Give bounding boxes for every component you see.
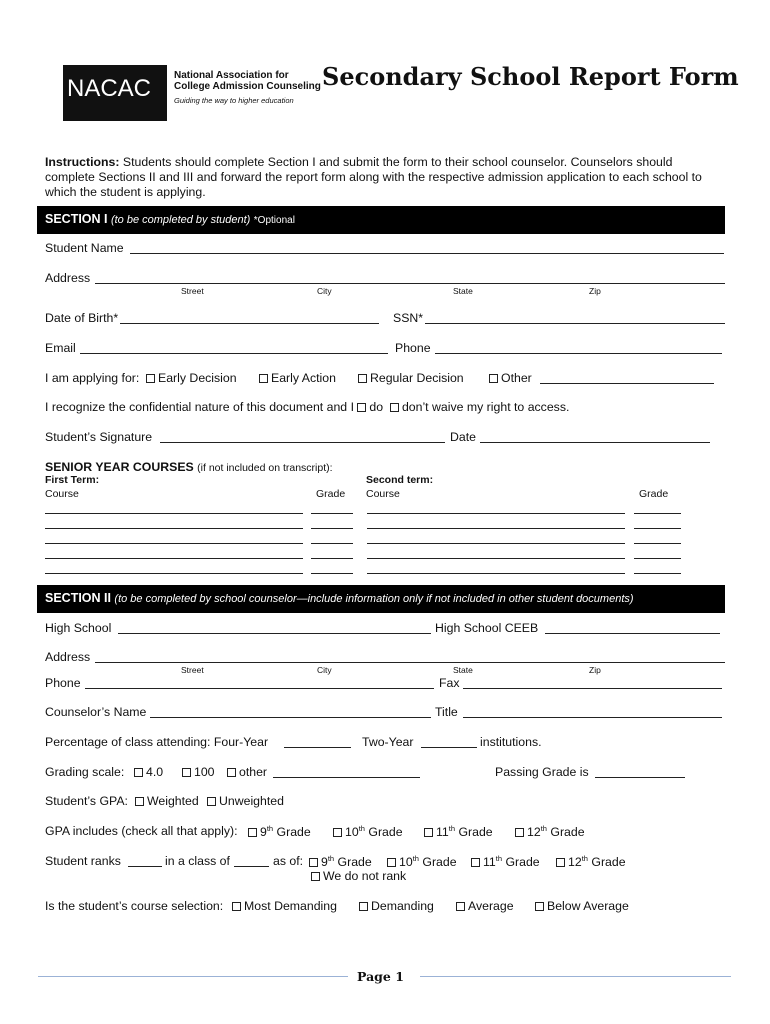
rank-field[interactable] (128, 866, 162, 867)
below-average-option[interactable] (535, 899, 629, 913)
gpa-grade-11-word: Grade (458, 825, 493, 839)
gpa-grade-11-option[interactable] (424, 824, 493, 839)
course-entry-field[interactable] (45, 573, 303, 574)
logo-text: NACAC (67, 75, 152, 102)
course-entry-field[interactable] (367, 543, 625, 544)
school-phone-label: Phone (45, 676, 81, 690)
course-entry-field[interactable] (634, 528, 681, 529)
demanding-checkbox[interactable] (359, 902, 368, 911)
form-title: Secondary School Report Form (322, 62, 739, 91)
org-tagline: Guiding the way to higher education (174, 96, 294, 105)
weighted-label: Weighted (147, 794, 199, 808)
optional-note: *Optional (253, 215, 295, 226)
course-entry-field[interactable] (367, 558, 625, 559)
nacac-logo (63, 65, 167, 121)
course-entry-field[interactable] (634, 573, 681, 574)
signature-label: Student’s Signature (45, 430, 153, 444)
student-name-field[interactable] (130, 253, 724, 254)
gpa-grade-9-number: 9 (260, 825, 267, 839)
senior-courses-note: (if not included on transcript): (197, 462, 333, 474)
course-entry-field[interactable] (45, 558, 303, 559)
gpa-grade-12-option[interactable] (515, 824, 585, 839)
unweighted-checkbox[interactable] (207, 797, 216, 806)
regular-decision-checkbox[interactable] (358, 374, 367, 383)
other-field[interactable] (540, 383, 714, 384)
city-caption: City (317, 286, 332, 296)
course-entry-field[interactable] (45, 513, 303, 514)
early-action-option[interactable] (259, 371, 336, 385)
scale-other-field[interactable] (273, 777, 420, 778)
org-line-1: National Association for (174, 70, 289, 81)
org-name (174, 70, 321, 92)
rank-grade-12-suffix: th (581, 854, 588, 863)
rank-grade-10-option[interactable] (387, 854, 457, 869)
section-1-subtitle: (to be completed by student) (110, 214, 251, 226)
org-line-2: College Admission Counseling (174, 81, 321, 92)
waiver-dont-checkbox[interactable] (390, 403, 399, 412)
other-option[interactable] (489, 371, 532, 385)
waiver-text-a: I recognize the confidential nature of this document and I (45, 400, 354, 414)
scale-4-label: 4.0 (146, 765, 164, 779)
section-2-header (37, 585, 725, 613)
section-1-heading: SECTION I (45, 212, 108, 226)
no-rank-option[interactable] (311, 869, 406, 883)
scale-4-checkbox[interactable] (134, 768, 143, 777)
gpa-grade-9-suffix: th (266, 824, 274, 833)
ssn-field[interactable] (425, 323, 725, 324)
grading-scale-label: Grading scale: (45, 765, 125, 779)
gpa-includes-label: GPA includes (check all that apply): (45, 824, 238, 838)
rank-grade-12-option[interactable] (556, 854, 626, 869)
demanding-option[interactable] (359, 899, 434, 913)
below-average-checkbox[interactable] (535, 902, 544, 911)
regular-decision-option[interactable] (358, 371, 464, 385)
class-size-field[interactable] (234, 866, 269, 867)
two-year-field[interactable] (421, 747, 477, 748)
other-checkbox[interactable] (489, 374, 498, 383)
weighted-option[interactable] (135, 794, 199, 808)
course-entry-field[interactable] (367, 513, 625, 514)
school-address-label: Address (45, 650, 91, 664)
high-school-field[interactable] (118, 633, 431, 634)
early-decision-checkbox[interactable] (146, 374, 155, 383)
state-caption: State (453, 286, 473, 296)
school-state-caption: State (453, 665, 473, 675)
second-grade-header: Grade (639, 488, 669, 500)
scale-100-checkbox[interactable] (182, 768, 191, 777)
fax-label: Fax (439, 676, 460, 690)
first-term-label: First Term: (45, 474, 100, 486)
early-decision-label: Early Decision (158, 371, 237, 385)
scale-other-label: other (239, 765, 268, 779)
gpa-grade-11-checkbox[interactable] (424, 828, 433, 837)
gpa-grade-10-suffix: th (358, 824, 365, 833)
scale-100-label: 100 (194, 765, 215, 779)
school-phone-field[interactable] (85, 688, 434, 689)
demanding-label: Demanding (371, 899, 434, 913)
gpa-grade-10-checkbox[interactable] (333, 828, 342, 837)
address-field[interactable] (95, 283, 725, 284)
most-demanding-option[interactable] (232, 899, 337, 913)
rank-grade-9-word: Grade (337, 855, 372, 869)
first-course-header: Course (45, 488, 79, 500)
scale-4-option[interactable] (134, 765, 163, 779)
rank-grade-10-checkbox[interactable] (387, 858, 396, 867)
first-grade-header: Grade (316, 488, 346, 500)
rank-grade-9-suffix: th (327, 854, 335, 863)
course-entry-field[interactable] (311, 513, 353, 514)
dob-label: Date of Birth* (45, 311, 119, 325)
gpa-grade-12-word: Grade (550, 825, 585, 839)
gpa-grade-10-option[interactable] (333, 824, 403, 839)
school-zip-caption: Zip (589, 665, 601, 675)
footer-rule-right (420, 976, 731, 977)
waiver-dont-label: don’t waive my right to access. (401, 400, 570, 414)
instructions-line-1: Students should complete Section I and submit the form to their school counselor. Counselors should (119, 155, 673, 169)
rank-grade-10-word: Grade (422, 855, 457, 869)
institutions-label: institutions. (480, 735, 542, 749)
weighted-checkbox[interactable] (135, 797, 144, 806)
course-entry-field[interactable] (311, 573, 353, 574)
scale-other-checkbox[interactable] (227, 768, 236, 777)
as-of-label: as of: (273, 854, 304, 868)
senior-courses-heading (45, 460, 333, 474)
counselor-name-label: Counselor’s Name (45, 705, 147, 719)
waiver-statement (45, 400, 569, 414)
section-2-subtitle: (to be completed by school counselor—include information only if not included in other student documents) (114, 593, 634, 605)
ceeb-field[interactable] (545, 633, 720, 634)
instructions (45, 155, 702, 200)
section-2-heading: SECTION II (45, 591, 111, 605)
rank-grade-10-number: 10 (399, 855, 413, 869)
course-entry-field[interactable] (634, 543, 681, 544)
email-field[interactable] (80, 353, 388, 354)
rank-grade-10-suffix: th (412, 854, 419, 863)
second-term-label: Second term: (366, 474, 434, 486)
date-field[interactable] (480, 442, 710, 443)
course-entry-field[interactable] (45, 528, 303, 529)
four-year-field[interactable] (284, 747, 351, 748)
no-rank-label: We do not rank (323, 869, 407, 883)
gpa-grade-12-suffix: th (540, 824, 547, 833)
counselor-title-field[interactable] (463, 717, 722, 718)
ssn-label: SSN* (393, 311, 424, 325)
ceeb-label: High School CEEB (435, 621, 539, 635)
scale-100-option[interactable] (182, 765, 215, 779)
phone-field[interactable] (435, 353, 722, 354)
second-course-header: Course (366, 488, 400, 500)
course-entry-field[interactable] (367, 528, 625, 529)
school-address-field[interactable] (95, 662, 725, 663)
gpa-grade-10-word: Grade (368, 825, 403, 839)
rank-grade-12-number: 12 (568, 855, 582, 869)
course-entry-field[interactable] (311, 528, 353, 529)
senior-courses-title: SENIOR YEAR COURSES (45, 460, 194, 474)
gpa-grade-11-number: 11 (436, 825, 449, 839)
course-entry-field[interactable] (311, 558, 353, 559)
average-label: Average (468, 899, 514, 913)
rank-grade-12-word: Grade (591, 855, 626, 869)
dob-field[interactable] (120, 323, 379, 324)
gpa-grade-9-word: Grade (276, 825, 311, 839)
page-number: Page 1 (357, 969, 404, 984)
zip-caption: Zip (589, 286, 601, 296)
rank-grade-11-suffix: th (495, 854, 503, 863)
course-entry-field[interactable] (311, 543, 353, 544)
rank-grade-9-number: 9 (321, 855, 328, 869)
early-decision-option[interactable] (146, 371, 237, 385)
rank-grade-9-option[interactable] (309, 854, 372, 869)
counselor-title-label: Title (435, 705, 458, 719)
average-checkbox[interactable] (456, 902, 465, 911)
date-label: Date (450, 430, 476, 444)
student-name-label: Student Name (45, 241, 124, 255)
course-entry-field[interactable] (45, 543, 303, 544)
passing-grade-label: Passing Grade is (495, 765, 589, 779)
regular-decision-label: Regular Decision (370, 371, 464, 385)
percentage-label: Percentage of class attending: Four-Year (45, 735, 269, 749)
waiver-do-checkbox[interactable] (357, 403, 366, 412)
no-rank-checkbox[interactable] (311, 872, 320, 881)
passing-grade-field[interactable] (595, 777, 685, 778)
most-demanding-checkbox[interactable] (232, 902, 241, 911)
fax-field[interactable] (463, 688, 722, 689)
gpa-grade-9-option[interactable] (248, 824, 311, 839)
section-1-header (37, 206, 725, 234)
class-of-label: in a class of (165, 854, 230, 868)
unweighted-label: Unweighted (219, 794, 284, 808)
early-action-checkbox[interactable] (259, 374, 268, 383)
rank-grade-11-word: Grade (505, 855, 540, 869)
ranks-label: Student ranks (45, 854, 121, 868)
course-selection-label: Is the student’s course selection: (45, 899, 224, 913)
average-option[interactable] (456, 899, 514, 913)
counselor-name-field[interactable] (150, 717, 431, 718)
gpa-grade-11-suffix: th (448, 824, 456, 833)
course-entry-field[interactable] (634, 558, 681, 559)
school-street-caption: Street (181, 665, 204, 675)
two-year-label: Two-Year (362, 735, 414, 749)
gpa-label: Student’s GPA: (45, 794, 128, 808)
course-entry-field[interactable] (367, 573, 625, 574)
gpa-grade-9-checkbox[interactable] (248, 828, 257, 837)
gpa-grade-12-checkbox[interactable] (515, 828, 524, 837)
gpa-grade-10-number: 10 (345, 825, 359, 839)
gpa-grade-12-number: 12 (527, 825, 541, 839)
instructions-line-3: which the student is applying. (45, 185, 206, 199)
email-label: Email (45, 341, 76, 355)
footer-rule-left (38, 976, 348, 977)
rank-grade-11-number: 11 (483, 855, 496, 869)
instructions-line-2: complete Sections II and III and forward the report form along with the respective admission application to each school to (45, 170, 702, 184)
school-city-caption: City (317, 665, 332, 675)
rank-grade-11-checkbox[interactable] (471, 858, 480, 867)
course-entry-field[interactable] (634, 513, 681, 514)
phone-label: Phone (395, 341, 431, 355)
street-caption: Street (181, 286, 204, 296)
early-action-label: Early Action (271, 371, 336, 385)
rank-grade-9-checkbox[interactable] (309, 858, 318, 867)
unweighted-option[interactable] (207, 794, 284, 808)
scale-other-option[interactable] (227, 765, 267, 779)
signature-field[interactable] (160, 442, 445, 443)
address-label: Address (45, 271, 91, 285)
rank-grade-12-checkbox[interactable] (556, 858, 565, 867)
instructions-label: Instructions: (45, 155, 120, 169)
high-school-label: High School (45, 621, 112, 635)
applying-for-label: I am applying for: (45, 371, 140, 385)
most-demanding-label: Most Demanding (244, 899, 337, 913)
below-average-label: Below Average (547, 899, 629, 913)
waiver-do-label: do (369, 400, 384, 414)
other-label: Other (501, 371, 532, 385)
rank-grade-11-option[interactable] (471, 854, 540, 869)
